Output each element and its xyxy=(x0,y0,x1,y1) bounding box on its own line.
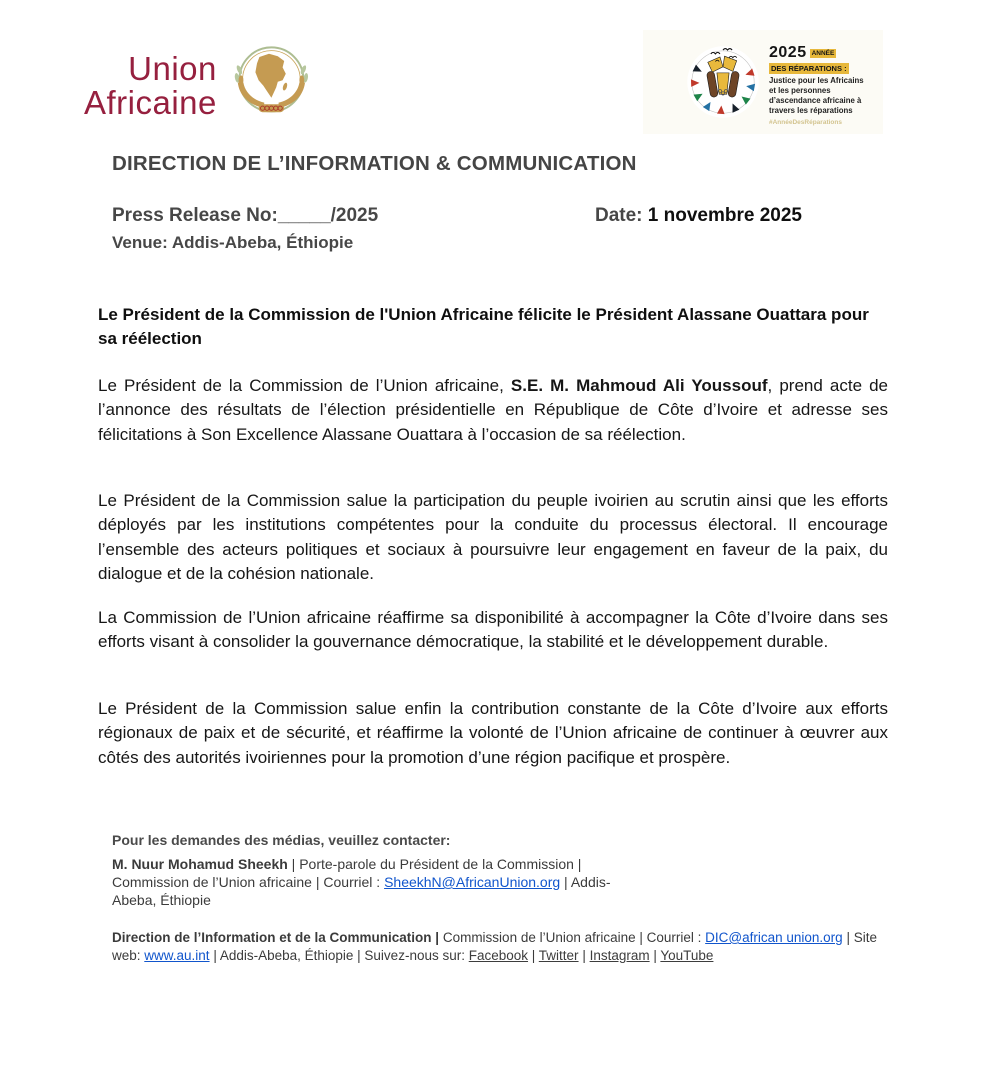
social-link[interactable]: YouTube xyxy=(660,947,714,963)
text-segment: Le Président de la Commission salue la participation du peuple ivoirien au scrutin ainsi que les efforts déployés par les institutions compétentes pour la conduite du processus électoral. Il encourage l’ensemble des acteurs politiques et sociaux à poursuivre leur engagement en faveur de la paix, du dialogue et de la cohésion nationale. xyxy=(98,491,888,583)
text-segment: , prend acte de l’annonce des résultats de l’élection présidentielle en République de Côte d’Ivoire et adresse ses félicitations à Son Excellence Alassane Ouattara à l’occasion de sa réélection. xyxy=(98,376,889,444)
direction-footer-block xyxy=(112,929,892,964)
press-release-row xyxy=(112,205,886,227)
date-value: 1 novembre 2025 xyxy=(647,205,802,226)
social-link[interactable]: Facebook xyxy=(468,947,529,963)
slogan-line2: et les personnes xyxy=(769,86,831,96)
text-segment: | Porte-parole du Président de la Commission | Commission de l’Union africaine | Courriel : xyxy=(112,856,582,890)
document-title: Le Président de la Commission de l'Union Africaine félicite le Président Alassane Ouattara pour sa réélection xyxy=(98,305,869,349)
reparations-emblem-icon xyxy=(685,44,761,125)
wordmark-line2: Africaine xyxy=(84,83,217,121)
reparations-text xyxy=(769,44,883,126)
press-release-number: Press Release No:_____/2025 xyxy=(112,205,379,226)
text-segment: Commission de l’Union africaine | Courriel : xyxy=(439,930,706,945)
date-label: Date: xyxy=(595,205,648,226)
footer-link[interactable]: DIC@african union.org xyxy=(705,930,843,945)
body-paragraph-1 xyxy=(98,374,888,447)
text-segment: La Commission de l’Union africaine réaffirme sa disponibilité à accompagner la Côte d’Ivoire dans ses efforts visant à consolider la gouvernance démocratique, la stabilité et le développement durable. xyxy=(98,608,888,652)
text-segment: | Addis-Abeba, Éthiopie | Suivez-nous sur: xyxy=(209,947,469,963)
social-link[interactable]: Twitter xyxy=(538,947,579,963)
body-paragraph-2 xyxy=(98,489,888,586)
text-segment: | Addis-Abeba, Éthiopie xyxy=(112,874,611,908)
media-contact-heading: Pour les demandes des médias, veuillez contacter: xyxy=(112,832,451,848)
reparations-year: 2025 xyxy=(769,44,807,61)
reparations-2025-logo xyxy=(643,30,883,134)
body-paragraph-4 xyxy=(98,697,888,770)
text-segment: | xyxy=(578,947,590,963)
reparations-slogan xyxy=(769,76,883,117)
footer-link[interactable]: SheekhN@AfricanUnion.org xyxy=(384,874,561,890)
slogan-line4: travers les réparations xyxy=(769,106,853,116)
wordmark-line1: Union xyxy=(128,49,217,87)
media-contact-block xyxy=(112,855,637,909)
reparations-tag-annee: ANNÉE xyxy=(811,49,835,57)
text-segment: | Site web: xyxy=(112,930,877,963)
social-link[interactable]: Instagram xyxy=(589,947,650,963)
footer-link[interactable]: www.au.int xyxy=(144,947,210,963)
text-segment: Le Président de la Commission salue enfin la contribution constante de la Côte d’Ivoire aux efforts régionaux de paix et de sécurité, et réaffirme la volonté de l’Union africaine de continuer à œuvrer aux côtés des autorités ivoiriennes pour la promotion d’une région pacifique et prospère. xyxy=(98,699,888,767)
body-paragraph-3 xyxy=(98,606,888,655)
reparations-hashtag: #AnnéeDesRéparations xyxy=(769,118,842,126)
text-segment: S.E. M. Mahmoud Ali Youssouf xyxy=(510,376,768,395)
text-segment: M. Nuur Mohamud Sheekh xyxy=(112,856,288,872)
text-segment: | xyxy=(649,947,661,963)
text-segment: | xyxy=(528,947,539,963)
slogan-line1: Justice pour les Africains xyxy=(769,76,864,85)
reparations-tag-title: DES RÉPARATIONS : xyxy=(771,64,847,73)
text-segment: Le Président de la Commission de l’Union africaine, xyxy=(98,376,511,395)
african-union-logo xyxy=(84,40,325,131)
slogan-line3: d’ascendance africaine à xyxy=(769,96,862,106)
date-line xyxy=(595,205,802,227)
department-heading: DIRECTION DE L’INFORMATION & COMMUNICATION xyxy=(112,152,637,175)
african-union-emblem-icon xyxy=(221,40,325,131)
text-segment: Direction de l’Information et de la Communication | xyxy=(112,930,440,945)
venue-line: Venue: Addis-Abeba, Éthiopie xyxy=(112,233,354,252)
african-union-wordmark xyxy=(84,49,217,121)
